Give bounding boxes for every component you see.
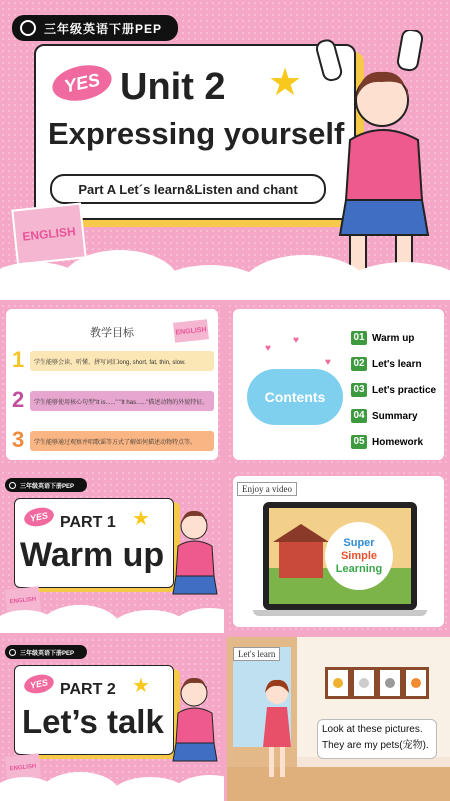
yes-sticker: YES xyxy=(22,505,55,529)
unit-title: Unit 2 xyxy=(120,66,226,108)
objectives-title: 教学目标 xyxy=(90,327,134,339)
objectives-sticker: ENGLISH xyxy=(173,319,209,342)
heart-icon: ♥ xyxy=(325,357,331,368)
girl-illustration xyxy=(310,30,450,290)
rabbit-icon xyxy=(359,678,369,688)
objective-item: 1 学生能够会读、听懂、拼写词汇long, short, fat, thin, slow. xyxy=(12,349,216,371)
contents-item[interactable]: 01 Warm up xyxy=(351,325,443,351)
part-title: Warm up xyxy=(20,536,165,574)
part1-slide xyxy=(0,470,224,633)
star-icon: ★ xyxy=(132,675,150,697)
english-sticker: ENGLISH xyxy=(5,753,42,782)
video-slide xyxy=(227,470,450,633)
objectives-slide xyxy=(0,303,224,466)
girl-character xyxy=(257,677,297,787)
part-number: PART 1 xyxy=(60,514,116,531)
speech-line-1: Look at these pictures. xyxy=(322,724,423,735)
learn-slide xyxy=(227,637,450,801)
star-icon: ★ xyxy=(132,508,150,530)
cover-subtitle: Part A Let´s learn&Listen and chant xyxy=(50,174,326,204)
girl-illustration xyxy=(160,657,224,787)
search-icon xyxy=(20,20,36,36)
laptop-screen[interactable] xyxy=(263,502,417,610)
laptop-base xyxy=(253,610,427,616)
girl-illustration xyxy=(160,490,224,620)
super-simple-logo: Super Simple Learning xyxy=(325,522,393,590)
pet-picture xyxy=(351,667,377,699)
star-icon: ★ xyxy=(268,62,303,104)
video-card xyxy=(233,476,444,627)
grade-badge-text: 三年级英语下册PEP xyxy=(44,21,163,36)
part-number: PART 2 xyxy=(60,681,116,698)
part-title: Let’s talk xyxy=(22,703,164,740)
pet-picture xyxy=(403,667,429,699)
bird-icon xyxy=(411,678,421,688)
grade-badge xyxy=(12,15,178,41)
grade-badge: 三年级英语下册PEP xyxy=(5,645,87,659)
objective-item: 3 学生能够通过观察并唱歌谣等方式了解如何描述动物特点等。 xyxy=(12,429,216,451)
speech-line-2: They are my pets(宠物). xyxy=(322,740,429,751)
contents-item[interactable]: 02 Let's learn xyxy=(351,351,443,377)
yes-sticker: YES xyxy=(22,672,55,696)
contents-item[interactable]: 03 Let's practice xyxy=(351,377,443,403)
grade-badge: 三年级英语下册PEP xyxy=(5,478,87,492)
lion-icon xyxy=(333,678,343,688)
english-sticker: ENGLISH xyxy=(11,202,86,265)
contents-card xyxy=(233,309,444,460)
english-sticker: ENGLISH xyxy=(5,586,42,615)
heart-icon: ♥ xyxy=(293,335,299,346)
objective-item: 2 学生能够使用核心句型"It is......" "It has......"描述动物的外貌特征。 xyxy=(12,389,216,411)
video-label: Enjoy a video xyxy=(237,482,297,496)
contents-item[interactable]: 05 Homework xyxy=(351,429,443,455)
yes-sticker: YES xyxy=(49,60,115,106)
search-icon xyxy=(9,482,16,489)
learn-label: Let's learn xyxy=(233,647,280,661)
pet-picture xyxy=(325,667,351,699)
contents-item[interactable]: 04 Summary xyxy=(351,403,443,429)
cat-icon xyxy=(385,678,395,688)
contents-list xyxy=(351,325,443,455)
speech-bubble xyxy=(317,719,437,759)
objectives-card xyxy=(6,309,218,460)
contents-cloud: Contents xyxy=(247,369,343,425)
cover-slide xyxy=(0,0,450,300)
part2-slide xyxy=(0,637,224,801)
contents-slide xyxy=(227,303,450,466)
cover-title: Expressing yourself xyxy=(48,116,345,151)
heart-icon: ♥ xyxy=(265,343,271,354)
pet-picture xyxy=(377,667,403,699)
search-icon xyxy=(9,649,16,656)
